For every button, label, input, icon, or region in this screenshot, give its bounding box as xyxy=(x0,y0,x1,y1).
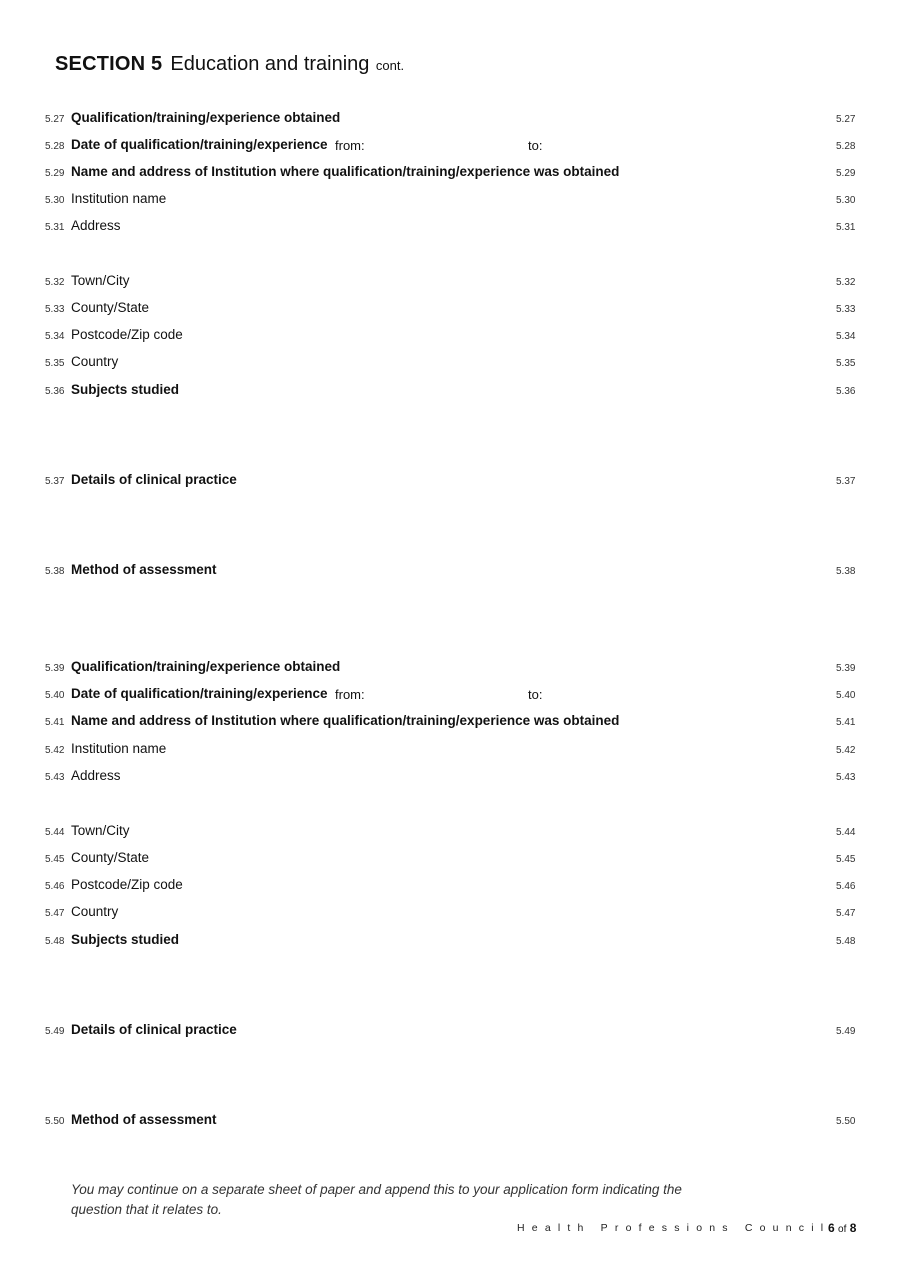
field-number-right: 5.49 xyxy=(836,1026,856,1037)
form-field-row xyxy=(0,1020,900,1040)
page-number xyxy=(828,1221,856,1235)
form-field-row xyxy=(0,380,900,400)
form-field-row xyxy=(0,325,900,345)
field-number: 5.28 xyxy=(45,141,65,152)
field-number: 5.46 xyxy=(45,881,65,892)
field-number: 5.36 xyxy=(45,386,65,397)
field-label: Qualification/training/experience obtained xyxy=(71,110,341,125)
form-field-row xyxy=(0,135,900,155)
field-number-right: 5.29 xyxy=(836,168,856,179)
form-field-row xyxy=(0,848,900,868)
field-number: 5.44 xyxy=(45,827,65,838)
field-label: Details of clinical practice xyxy=(71,472,237,487)
field-number-right: 5.27 xyxy=(836,114,856,125)
field-label: Method of assessment xyxy=(71,1112,217,1127)
field-label: Postcode/Zip code xyxy=(71,877,183,892)
field-number-right: 5.32 xyxy=(836,277,856,288)
form-field-row xyxy=(0,875,900,895)
date-to-label: to: xyxy=(528,687,543,702)
field-label: Address xyxy=(71,218,121,233)
field-number-right: 5.46 xyxy=(836,881,856,892)
field-label: County/State xyxy=(71,850,150,865)
field-number: 5.43 xyxy=(45,772,65,783)
section-title: Education and training xyxy=(170,53,370,75)
field-label: Subjects studied xyxy=(71,382,180,397)
field-label: Town/City xyxy=(71,273,130,288)
field-label: Subjects studied xyxy=(71,932,180,947)
continuation-note: You may continue on a separate sheet of paper and append this to your application form indicating the question that it relates to. xyxy=(71,1182,682,1217)
field-label: Country xyxy=(71,354,119,369)
form-field-row xyxy=(0,271,900,291)
field-label: Date of qualification/training/experience xyxy=(71,686,328,701)
field-label: Date of qualification/training/experience xyxy=(71,137,328,152)
field-label: Name and address of Institution where qualification/training/experience was obtained xyxy=(71,164,620,179)
field-number-right: 5.42 xyxy=(836,745,856,756)
field-label: Method of assessment xyxy=(71,562,217,577)
field-number-right: 5.45 xyxy=(836,854,856,865)
field-number: 5.27 xyxy=(45,114,65,125)
form-field-row xyxy=(0,902,900,922)
field-label: Institution name xyxy=(71,741,167,756)
field-label: Qualification/training/experience obtained xyxy=(71,659,341,674)
field-number-right: 5.40 xyxy=(836,690,856,701)
date-from-label: from: xyxy=(335,687,365,702)
field-number-right: 5.39 xyxy=(836,663,856,674)
field-number: 5.39 xyxy=(45,663,65,674)
field-number: 5.31 xyxy=(45,222,65,233)
field-number: 5.42 xyxy=(45,745,65,756)
field-number: 5.32 xyxy=(45,277,65,288)
field-number: 5.50 xyxy=(45,1116,65,1127)
field-number: 5.38 xyxy=(45,566,65,577)
field-number-right: 5.43 xyxy=(836,772,856,783)
field-number-right: 5.47 xyxy=(836,908,856,919)
section-continued: cont. xyxy=(375,58,405,73)
field-number: 5.37 xyxy=(45,476,65,487)
field-number: 5.29 xyxy=(45,168,65,179)
field-number: 5.41 xyxy=(45,717,65,728)
form-field-row xyxy=(0,711,900,731)
section-heading xyxy=(55,53,404,76)
form-field-row xyxy=(0,298,900,318)
form-field-row xyxy=(0,657,900,677)
form-field-row xyxy=(0,930,900,950)
field-label: Address xyxy=(71,768,121,783)
form-field-row xyxy=(0,1110,900,1130)
field-number-right: 5.35 xyxy=(836,358,856,369)
form-field-row xyxy=(0,684,900,704)
field-label: Postcode/Zip code xyxy=(71,327,183,342)
field-label: Details of clinical practice xyxy=(71,1022,237,1037)
form-field-row xyxy=(0,739,900,759)
field-label: Name and address of Institution where qualification/training/experience was obtained xyxy=(71,713,620,728)
page-of: of xyxy=(838,1224,847,1235)
form-field-row xyxy=(0,560,900,580)
field-number: 5.34 xyxy=(45,331,65,342)
field-label: County/State xyxy=(71,300,150,315)
form-field-row xyxy=(0,108,900,128)
section-number: SECTION 5 xyxy=(55,53,163,75)
form-field-row xyxy=(0,216,900,236)
form-field-row xyxy=(0,821,900,841)
field-label: Institution name xyxy=(71,191,167,206)
field-number-right: 5.41 xyxy=(836,717,856,728)
date-from-label: from: xyxy=(335,138,365,153)
field-number: 5.49 xyxy=(45,1026,65,1037)
field-number-right: 5.31 xyxy=(836,222,856,233)
field-number-right: 5.34 xyxy=(836,331,856,342)
field-number: 5.33 xyxy=(45,304,65,315)
form-field-row xyxy=(0,352,900,372)
field-number-right: 5.28 xyxy=(836,141,856,152)
field-number-right: 5.37 xyxy=(836,476,856,487)
date-to-label: to: xyxy=(528,138,543,153)
form-field-row xyxy=(0,470,900,490)
field-number: 5.40 xyxy=(45,690,65,701)
total-pages: 8 xyxy=(849,1221,857,1235)
field-number-right: 5.38 xyxy=(836,566,856,577)
footer-organisation: Health Professions Council xyxy=(517,1222,831,1234)
field-number-right: 5.44 xyxy=(836,827,856,838)
field-number-right: 5.50 xyxy=(836,1116,856,1127)
field-number-right: 5.36 xyxy=(836,386,856,397)
field-number-right: 5.30 xyxy=(836,195,856,206)
field-number: 5.47 xyxy=(45,908,65,919)
form-field-row xyxy=(0,766,900,786)
field-label: Country xyxy=(71,904,119,919)
field-number-right: 5.48 xyxy=(836,936,856,947)
field-number-right: 5.33 xyxy=(836,304,856,315)
field-number: 5.45 xyxy=(45,854,65,865)
field-label: Town/City xyxy=(71,823,130,838)
field-number: 5.35 xyxy=(45,358,65,369)
form-field-row xyxy=(0,189,900,209)
current-page: 6 xyxy=(828,1221,835,1235)
form-field-row xyxy=(0,162,900,182)
field-number: 5.48 xyxy=(45,936,65,947)
field-number: 5.30 xyxy=(45,195,65,206)
